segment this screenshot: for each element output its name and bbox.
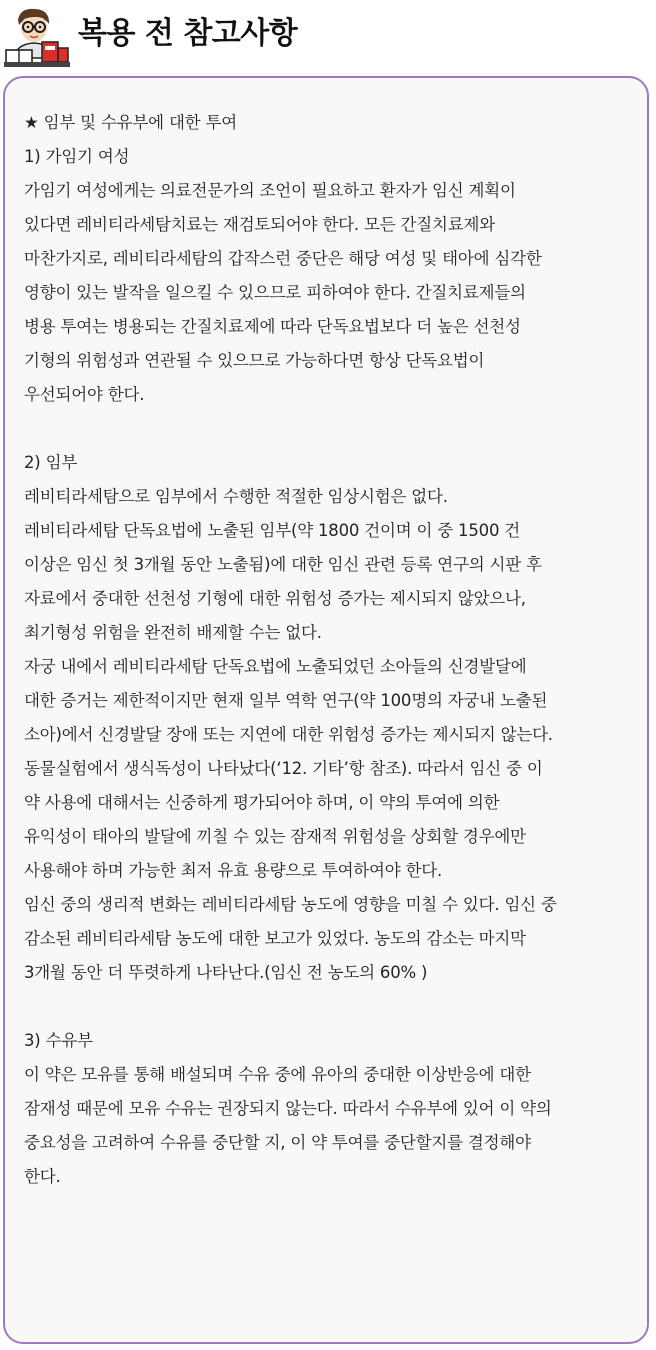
paragraph-line: 이상은 임신 첫 3개월 동안 노출됨)에 대한 임신 관련 등록 연구의 시판 후 xyxy=(24,555,542,574)
paragraph-line: 기형의 위험성과 연관될 수 있으므로 가능하다면 항상 단독요법이 xyxy=(24,351,485,370)
paragraph-line: 중요성을 고려하여 수유를 중단할 지, 이 약 투여를 중단할지를 결정해야 xyxy=(24,1133,531,1152)
paragraph-line: 최기형성 위험을 완전히 배제할 수는 없다. xyxy=(24,623,322,642)
paragraph-line: 가임기 여성에게는 의료전문가의 조언이 필요하고 환자가 임신 계획이 xyxy=(24,181,516,200)
paragraph-line: 임신 중의 생리적 변화는 레비티라세탐 농도에 영향을 미칠 수 있다. 임신 중 xyxy=(24,895,557,914)
subsection-heading-pregnancy: 2) 임부 xyxy=(24,453,78,472)
card-content xyxy=(24,106,636,1194)
paragraph-line: 마찬가지로, 레비티라세탐의 갑작스런 중단은 해당 여성 및 태아에 심각한 xyxy=(24,249,542,268)
info-card xyxy=(3,76,649,1344)
paragraph-line: 잠재성 때문에 모유 수유는 권장되지 않는다. 따라서 수유부에 있어 이 약의 xyxy=(24,1099,552,1118)
subsection-heading-childbearing: 1) 가임기 여성 xyxy=(24,147,130,166)
paragraph-line: 영향이 있는 발작을 일으킬 수 있으므로 피하여야 한다. 간질치료제들의 xyxy=(24,283,526,302)
paragraph-line: 있다면 레비티라세탐치료는 재검토되어야 한다. 모든 간질치료제와 xyxy=(24,215,495,234)
paragraph-line: 3개월 동안 더 뚜렷하게 나타난다.(임신 전 농도의 60% ) xyxy=(24,963,428,982)
paragraph-line: 유익성이 태아의 발달에 끼칠 수 있는 잠재적 위험성을 상회할 경우에만 xyxy=(24,827,526,846)
pharmacist-reading-icon xyxy=(4,6,70,68)
paragraph-line: 이 약은 모유를 통해 배설되며 수유 중에 유아의 중대한 이상반응에 대한 xyxy=(24,1065,531,1084)
subsection-heading-lactation: 3) 수유부 xyxy=(24,1031,93,1050)
paragraph-line: 한다. xyxy=(24,1167,61,1186)
paragraph-line: 약 사용에 대해서는 신중하게 평가되어야 하며, 이 약의 투여에 의한 xyxy=(24,793,500,812)
section-heading: ★ 임부 및 수유부에 대한 투여 xyxy=(24,113,237,132)
paragraph-line: 소아)에서 신경발달 장애 또는 지연에 대한 위험성 증가는 제시되지 않는다. xyxy=(24,725,553,744)
paragraph-line: 동물실험에서 생식독성이 나타났다(‘12. 기타’항 참조). 따라서 임신 중 이 xyxy=(24,759,543,778)
paragraph-line: 레비티라세탐으로 임부에서 수행한 적절한 임상시험은 없다. xyxy=(24,487,448,506)
paragraph-line: 레비티라세탐 단독요법에 노출된 임부(약 1800 건이며 이 중 1500 건 xyxy=(24,521,521,540)
paragraph-line: 사용해야 하며 가능한 최저 유효 용량으로 투여하여야 한다. xyxy=(24,861,443,880)
paragraph-line: 우선되어야 한다. xyxy=(24,385,145,404)
paragraph-line: 대한 증거는 제한적이지만 현재 일부 역학 연구(약 100명의 자궁내 노출된 xyxy=(24,691,548,710)
paragraph-line: 자궁 내에서 레비티라세탐 단독요법에 노출되었던 소아들의 신경발달에 xyxy=(24,657,527,676)
spacer xyxy=(24,990,636,1024)
paragraph-line: 자료에서 중대한 선천성 기형에 대한 위험성 증가는 제시되지 않았으나, xyxy=(24,589,526,608)
paragraph-line: 감소된 레비티라세탐 농도에 대한 보고가 있었다. 농도의 감소는 마지막 xyxy=(24,929,526,948)
header xyxy=(0,0,656,74)
paragraph-line: 병용 투여는 병용되는 간질치료제에 따라 단독요법보다 더 높은 선천성 xyxy=(24,317,521,336)
page-title: 복용 전 참고사항 xyxy=(78,16,298,51)
spacer xyxy=(24,412,636,446)
